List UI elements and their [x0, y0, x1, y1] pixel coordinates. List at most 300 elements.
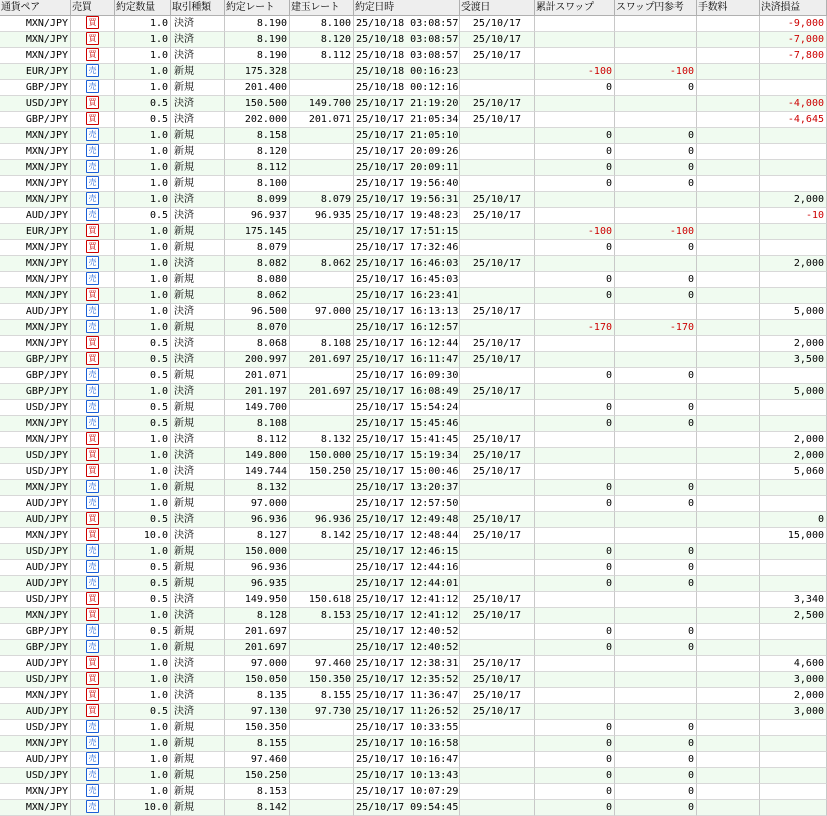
cell-quantity: 1.0 — [115, 16, 171, 32]
cell-side — [71, 608, 115, 624]
cell-exec-rate: 149.700 — [225, 400, 290, 416]
cell-position-rate — [290, 288, 354, 304]
table-row[interactable] — [0, 336, 827, 352]
cell-settlement-pnl — [760, 400, 827, 416]
table-row[interactable] — [0, 48, 827, 64]
cell-cumulative-swap: -100 — [535, 64, 615, 80]
col-header-currency-pair[interactable]: 通貨ペア — [0, 0, 71, 16]
cell-trade-type: 新規 — [171, 128, 225, 144]
cell-cumulative-swap — [535, 384, 615, 400]
cell-cumulative-swap — [535, 464, 615, 480]
table-row[interactable] — [0, 528, 827, 544]
col-header-trade-type[interactable]: 取引種類 — [171, 0, 225, 16]
table-row[interactable] — [0, 320, 827, 336]
table-row[interactable] — [0, 208, 827, 224]
table-row[interactable] — [0, 592, 827, 608]
cell-swap-yen-ref — [615, 112, 697, 128]
cell-settlement-date: 25/10/17 — [460, 16, 535, 32]
table-row[interactable] — [0, 784, 827, 800]
cell-quantity: 10.0 — [115, 528, 171, 544]
col-header-exec-rate[interactable]: 約定レート — [225, 0, 290, 16]
cell-trade-type: 決済 — [171, 704, 225, 720]
table-row[interactable] — [0, 368, 827, 384]
cell-settlement-pnl: 3,000 — [760, 672, 827, 688]
table-row[interactable] — [0, 720, 827, 736]
cell-fee — [697, 624, 760, 640]
table-row[interactable] — [0, 256, 827, 272]
cell-side — [71, 656, 115, 672]
cell-position-rate — [290, 416, 354, 432]
cell-cumulative-swap: 0 — [535, 368, 615, 384]
buy-badge: 買 — [86, 432, 99, 445]
cell-fee — [697, 368, 760, 384]
cell-fee — [697, 160, 760, 176]
table-row[interactable] — [0, 640, 827, 656]
cell-trade-type: 決済 — [171, 336, 225, 352]
table-row[interactable] — [0, 800, 827, 816]
col-header-position-rate[interactable]: 建玉レート — [290, 0, 354, 16]
cell-side — [71, 112, 115, 128]
table-row[interactable] — [0, 160, 827, 176]
cell-exec-rate: 8.068 — [225, 336, 290, 352]
table-row[interactable] — [0, 752, 827, 768]
cell-cumulative-swap: 0 — [535, 176, 615, 192]
cell-fee — [697, 112, 760, 128]
cell-swap-yen-ref: 0 — [615, 416, 697, 432]
cell-position-rate: 8.062 — [290, 256, 354, 272]
cell-exec-datetime: 25/10/17 20:09:11 — [354, 160, 460, 176]
cell-cumulative-swap: 0 — [535, 288, 615, 304]
cell-exec-rate: 8.132 — [225, 480, 290, 496]
table-row[interactable] — [0, 576, 827, 592]
cell-currency-pair: MXN/JPY — [0, 688, 71, 704]
cell-exec-datetime: 25/10/17 12:41:12 — [354, 608, 460, 624]
table-row[interactable] — [0, 16, 827, 32]
table-row[interactable] — [0, 496, 827, 512]
table-row[interactable] — [0, 416, 827, 432]
table-row[interactable] — [0, 384, 827, 400]
col-header-quantity[interactable]: 約定数量 — [115, 0, 171, 16]
cell-settlement-pnl: 5,000 — [760, 384, 827, 400]
cell-trade-type: 決済 — [171, 688, 225, 704]
table-row[interactable] — [0, 448, 827, 464]
cell-fee — [697, 192, 760, 208]
cell-swap-yen-ref: 0 — [615, 544, 697, 560]
cell-quantity: 1.0 — [115, 608, 171, 624]
cell-side — [71, 464, 115, 480]
cell-currency-pair: EUR/JPY — [0, 224, 71, 240]
cell-quantity: 0.5 — [115, 416, 171, 432]
cell-swap-yen-ref: 0 — [615, 480, 697, 496]
cell-settlement-pnl — [760, 784, 827, 800]
cell-side — [71, 784, 115, 800]
cell-exec-datetime: 25/10/17 10:07:29 — [354, 784, 460, 800]
cell-swap-yen-ref — [615, 656, 697, 672]
table-row[interactable] — [0, 560, 827, 576]
cell-settlement-date: 25/10/17 — [460, 464, 535, 480]
cell-fee — [697, 736, 760, 752]
cell-quantity: 1.0 — [115, 752, 171, 768]
cell-exec-datetime: 25/10/17 16:12:57 — [354, 320, 460, 336]
cell-settlement-date — [460, 560, 535, 576]
cell-settlement-pnl — [760, 480, 827, 496]
cell-position-rate: 97.000 — [290, 304, 354, 320]
cell-trade-type: 決済 — [171, 672, 225, 688]
cell-fee — [697, 752, 760, 768]
cell-trade-type: 決済 — [171, 208, 225, 224]
table-row[interactable] — [0, 704, 827, 720]
table-row[interactable] — [0, 624, 827, 640]
cell-side — [71, 512, 115, 528]
cell-settlement-date — [460, 480, 535, 496]
cell-swap-yen-ref: -100 — [615, 224, 697, 240]
cell-exec-rate: 8.135 — [225, 688, 290, 704]
col-header-exec-datetime[interactable]: 約定日時 — [354, 0, 460, 16]
cell-fee — [697, 528, 760, 544]
table-row[interactable] — [0, 96, 827, 112]
cell-currency-pair: MXN/JPY — [0, 528, 71, 544]
cell-side — [71, 288, 115, 304]
cell-swap-yen-ref: 0 — [615, 720, 697, 736]
cell-fee — [697, 240, 760, 256]
cell-currency-pair: AUD/JPY — [0, 496, 71, 512]
buy-badge: 買 — [86, 512, 99, 525]
cell-fee — [697, 576, 760, 592]
cell-settlement-pnl — [760, 800, 827, 816]
cell-swap-yen-ref — [615, 32, 697, 48]
cell-exec-rate: 8.099 — [225, 192, 290, 208]
cell-settlement-date — [460, 576, 535, 592]
cell-cumulative-swap: 0 — [535, 160, 615, 176]
cell-position-rate: 8.108 — [290, 336, 354, 352]
table-row[interactable] — [0, 464, 827, 480]
sell-badge: 売 — [86, 784, 99, 797]
cell-settlement-pnl: 3,500 — [760, 352, 827, 368]
cell-currency-pair: MXN/JPY — [0, 128, 71, 144]
cell-exec-datetime: 25/10/17 21:05:10 — [354, 128, 460, 144]
cell-settlement-pnl — [760, 176, 827, 192]
cell-settlement-pnl — [760, 160, 827, 176]
sell-badge: 売 — [86, 400, 99, 413]
cell-position-rate — [290, 800, 354, 816]
buy-badge: 買 — [86, 688, 99, 701]
cell-exec-rate: 8.128 — [225, 608, 290, 624]
cell-trade-type: 新規 — [171, 800, 225, 816]
cell-currency-pair: MXN/JPY — [0, 320, 71, 336]
cell-settlement-pnl — [760, 368, 827, 384]
cell-quantity: 1.0 — [115, 432, 171, 448]
cell-settlement-pnl — [760, 720, 827, 736]
cell-position-rate — [290, 576, 354, 592]
cell-quantity: 1.0 — [115, 688, 171, 704]
table-row[interactable] — [0, 544, 827, 560]
table-row[interactable] — [0, 32, 827, 48]
cell-side — [71, 128, 115, 144]
cell-settlement-pnl — [760, 144, 827, 160]
cell-position-rate: 8.142 — [290, 528, 354, 544]
sell-badge: 売 — [86, 544, 99, 557]
cell-side — [71, 48, 115, 64]
col-header-side[interactable]: 売買 — [71, 0, 115, 16]
cell-currency-pair: MXN/JPY — [0, 16, 71, 32]
cell-settlement-date — [460, 240, 535, 256]
cell-exec-rate: 149.800 — [225, 448, 290, 464]
cell-settlement-date — [460, 320, 535, 336]
table-row[interactable] — [0, 128, 827, 144]
cell-exec-rate: 201.197 — [225, 384, 290, 400]
cell-cumulative-swap: 0 — [535, 560, 615, 576]
table-row[interactable] — [0, 176, 827, 192]
table-row[interactable] — [0, 112, 827, 128]
sell-badge: 売 — [86, 480, 99, 493]
cell-exec-rate: 8.190 — [225, 16, 290, 32]
cell-position-rate — [290, 144, 354, 160]
cell-settlement-pnl: 2,000 — [760, 256, 827, 272]
cell-swap-yen-ref — [615, 464, 697, 480]
cell-cumulative-swap — [535, 592, 615, 608]
cell-swap-yen-ref — [615, 672, 697, 688]
table-row[interactable] — [0, 80, 827, 96]
table-row[interactable] — [0, 64, 827, 80]
col-header-swap-yen-ref[interactable]: スワップ円参考 — [615, 0, 697, 16]
cell-settlement-date — [460, 768, 535, 784]
buy-badge: 買 — [86, 608, 99, 621]
cell-side — [71, 448, 115, 464]
cell-cumulative-swap: 0 — [535, 240, 615, 256]
cell-fee — [697, 480, 760, 496]
cell-currency-pair: MXN/JPY — [0, 48, 71, 64]
cell-swap-yen-ref: 0 — [615, 640, 697, 656]
table-row[interactable] — [0, 240, 827, 256]
cell-swap-yen-ref — [615, 592, 697, 608]
cell-swap-yen-ref — [615, 704, 697, 720]
cell-settlement-date: 25/10/17 — [460, 48, 535, 64]
cell-trade-type: 新規 — [171, 64, 225, 80]
sell-badge: 売 — [86, 640, 99, 653]
table-row[interactable] — [0, 192, 827, 208]
cell-quantity: 1.0 — [115, 32, 171, 48]
cell-trade-type: 新規 — [171, 160, 225, 176]
cell-currency-pair: MXN/JPY — [0, 256, 71, 272]
cell-currency-pair: MXN/JPY — [0, 336, 71, 352]
cell-position-rate — [290, 80, 354, 96]
buy-badge: 買 — [86, 704, 99, 717]
table-row[interactable] — [0, 512, 827, 528]
cell-swap-yen-ref: 0 — [615, 144, 697, 160]
cell-swap-yen-ref — [615, 16, 697, 32]
cell-quantity: 1.0 — [115, 720, 171, 736]
cell-swap-yen-ref — [615, 688, 697, 704]
cell-swap-yen-ref — [615, 304, 697, 320]
cell-exec-datetime: 25/10/18 00:16:23 — [354, 64, 460, 80]
cell-fee — [697, 544, 760, 560]
cell-side — [71, 432, 115, 448]
table-row[interactable] — [0, 432, 827, 448]
cell-trade-type: 決済 — [171, 592, 225, 608]
cell-side — [71, 16, 115, 32]
sell-badge: 売 — [86, 208, 99, 221]
cell-exec-rate: 150.050 — [225, 672, 290, 688]
cell-cumulative-swap: 0 — [535, 720, 615, 736]
buy-badge: 買 — [86, 32, 99, 45]
buy-badge: 買 — [86, 528, 99, 541]
buy-badge: 買 — [86, 448, 99, 461]
cell-settlement-pnl — [760, 416, 827, 432]
cell-fee — [697, 16, 760, 32]
col-header-cumulative-swap[interactable]: 累計スワップ — [535, 0, 615, 16]
cell-currency-pair: USD/JPY — [0, 464, 71, 480]
cell-trade-type: 新規 — [171, 368, 225, 384]
cell-exec-datetime: 25/10/17 16:08:49 — [354, 384, 460, 400]
cell-fee — [697, 64, 760, 80]
table-row[interactable] — [0, 608, 827, 624]
table-row[interactable] — [0, 400, 827, 416]
cell-position-rate — [290, 560, 354, 576]
cell-quantity: 0.5 — [115, 512, 171, 528]
cell-fee — [697, 96, 760, 112]
cell-trade-type: 新規 — [171, 144, 225, 160]
cell-swap-yen-ref — [615, 448, 697, 464]
cell-swap-yen-ref: 0 — [615, 240, 697, 256]
cell-trade-type: 新規 — [171, 272, 225, 288]
table-row[interactable] — [0, 272, 827, 288]
cell-exec-rate: 201.697 — [225, 624, 290, 640]
cell-currency-pair: AUD/JPY — [0, 560, 71, 576]
table-row[interactable] — [0, 144, 827, 160]
cell-exec-rate: 97.460 — [225, 752, 290, 768]
cell-cumulative-swap — [535, 32, 615, 48]
cell-fee — [697, 704, 760, 720]
cell-trade-type: 新規 — [171, 80, 225, 96]
col-header-fee[interactable]: 手数料 — [697, 0, 760, 16]
cell-position-rate: 8.079 — [290, 192, 354, 208]
cell-fee — [697, 176, 760, 192]
cell-exec-rate: 8.112 — [225, 160, 290, 176]
cell-side — [71, 368, 115, 384]
cell-trade-type: 決済 — [171, 96, 225, 112]
cell-side — [71, 480, 115, 496]
cell-quantity: 1.0 — [115, 640, 171, 656]
cell-position-rate — [290, 784, 354, 800]
cell-settlement-date — [460, 160, 535, 176]
cell-trade-type: 決済 — [171, 32, 225, 48]
cell-cumulative-swap: -100 — [535, 224, 615, 240]
cell-settlement-date — [460, 80, 535, 96]
cell-swap-yen-ref: 0 — [615, 560, 697, 576]
cell-exec-datetime: 25/10/18 03:08:57 — [354, 48, 460, 64]
cell-fee — [697, 800, 760, 816]
cell-fee — [697, 224, 760, 240]
table-row[interactable] — [0, 288, 827, 304]
cell-exec-rate: 96.937 — [225, 208, 290, 224]
cell-trade-type: 新規 — [171, 544, 225, 560]
cell-fee — [697, 416, 760, 432]
cell-currency-pair: MXN/JPY — [0, 608, 71, 624]
cell-currency-pair: AUD/JPY — [0, 656, 71, 672]
cell-exec-rate: 8.153 — [225, 784, 290, 800]
cell-exec-datetime: 25/10/17 17:32:46 — [354, 240, 460, 256]
cell-position-rate — [290, 320, 354, 336]
cell-position-rate — [290, 768, 354, 784]
table-row[interactable] — [0, 688, 827, 704]
cell-swap-yen-ref: -100 — [615, 64, 697, 80]
cell-fee — [697, 48, 760, 64]
cell-quantity: 0.5 — [115, 336, 171, 352]
table-row[interactable] — [0, 768, 827, 784]
cell-settlement-date — [460, 416, 535, 432]
cell-side — [71, 576, 115, 592]
table-row[interactable] — [0, 304, 827, 320]
cell-side — [71, 144, 115, 160]
cell-settlement-pnl: -4,645 — [760, 112, 827, 128]
cell-settlement-date — [460, 176, 535, 192]
table-row[interactable] — [0, 736, 827, 752]
cell-settlement-pnl — [760, 496, 827, 512]
cell-settlement-date: 25/10/17 — [460, 304, 535, 320]
cell-cumulative-swap — [535, 432, 615, 448]
buy-badge: 買 — [86, 112, 99, 125]
cell-exec-datetime: 25/10/17 19:56:31 — [354, 192, 460, 208]
cell-settlement-date: 25/10/17 — [460, 336, 535, 352]
col-header-settlement-date[interactable]: 受渡日 — [460, 0, 535, 16]
buy-badge: 買 — [86, 336, 99, 349]
sell-badge: 売 — [86, 560, 99, 573]
cell-side — [71, 352, 115, 368]
cell-trade-type: 新規 — [171, 784, 225, 800]
cell-position-rate: 201.697 — [290, 352, 354, 368]
cell-quantity: 0.5 — [115, 592, 171, 608]
cell-quantity: 1.0 — [115, 224, 171, 240]
cell-exec-rate: 97.130 — [225, 704, 290, 720]
cell-trade-type: 新規 — [171, 320, 225, 336]
sell-badge: 売 — [86, 160, 99, 173]
cell-settlement-date: 25/10/17 — [460, 656, 535, 672]
cell-fee — [697, 304, 760, 320]
cell-cumulative-swap: 0 — [535, 736, 615, 752]
cell-fee — [697, 784, 760, 800]
table-row[interactable] — [0, 480, 827, 496]
cell-fee — [697, 144, 760, 160]
col-header-settlement-pnl[interactable]: 決済損益 — [760, 0, 827, 16]
cell-currency-pair: MXN/JPY — [0, 800, 71, 816]
cell-exec-datetime: 25/10/17 11:26:52 — [354, 704, 460, 720]
cell-settlement-date — [460, 784, 535, 800]
cell-settlement-date: 25/10/17 — [460, 448, 535, 464]
cell-swap-yen-ref: 0 — [615, 752, 697, 768]
cell-currency-pair: MXN/JPY — [0, 480, 71, 496]
table-row[interactable] — [0, 672, 827, 688]
cell-exec-rate: 8.127 — [225, 528, 290, 544]
cell-settlement-date: 25/10/17 — [460, 112, 535, 128]
cell-position-rate — [290, 496, 354, 512]
table-row[interactable] — [0, 656, 827, 672]
cell-side — [71, 384, 115, 400]
cell-exec-datetime: 25/10/17 20:09:26 — [354, 144, 460, 160]
cell-cumulative-swap — [535, 48, 615, 64]
cell-settlement-pnl — [760, 272, 827, 288]
cell-cumulative-swap: 0 — [535, 416, 615, 432]
table-row[interactable] — [0, 224, 827, 240]
cell-side — [71, 720, 115, 736]
cell-exec-rate: 8.080 — [225, 272, 290, 288]
cell-cumulative-swap — [535, 96, 615, 112]
cell-exec-datetime: 25/10/17 16:45:03 — [354, 272, 460, 288]
table-row[interactable] — [0, 352, 827, 368]
cell-side — [71, 336, 115, 352]
sell-badge: 売 — [86, 496, 99, 509]
cell-exec-datetime: 25/10/17 16:46:03 — [354, 256, 460, 272]
cell-side — [71, 704, 115, 720]
